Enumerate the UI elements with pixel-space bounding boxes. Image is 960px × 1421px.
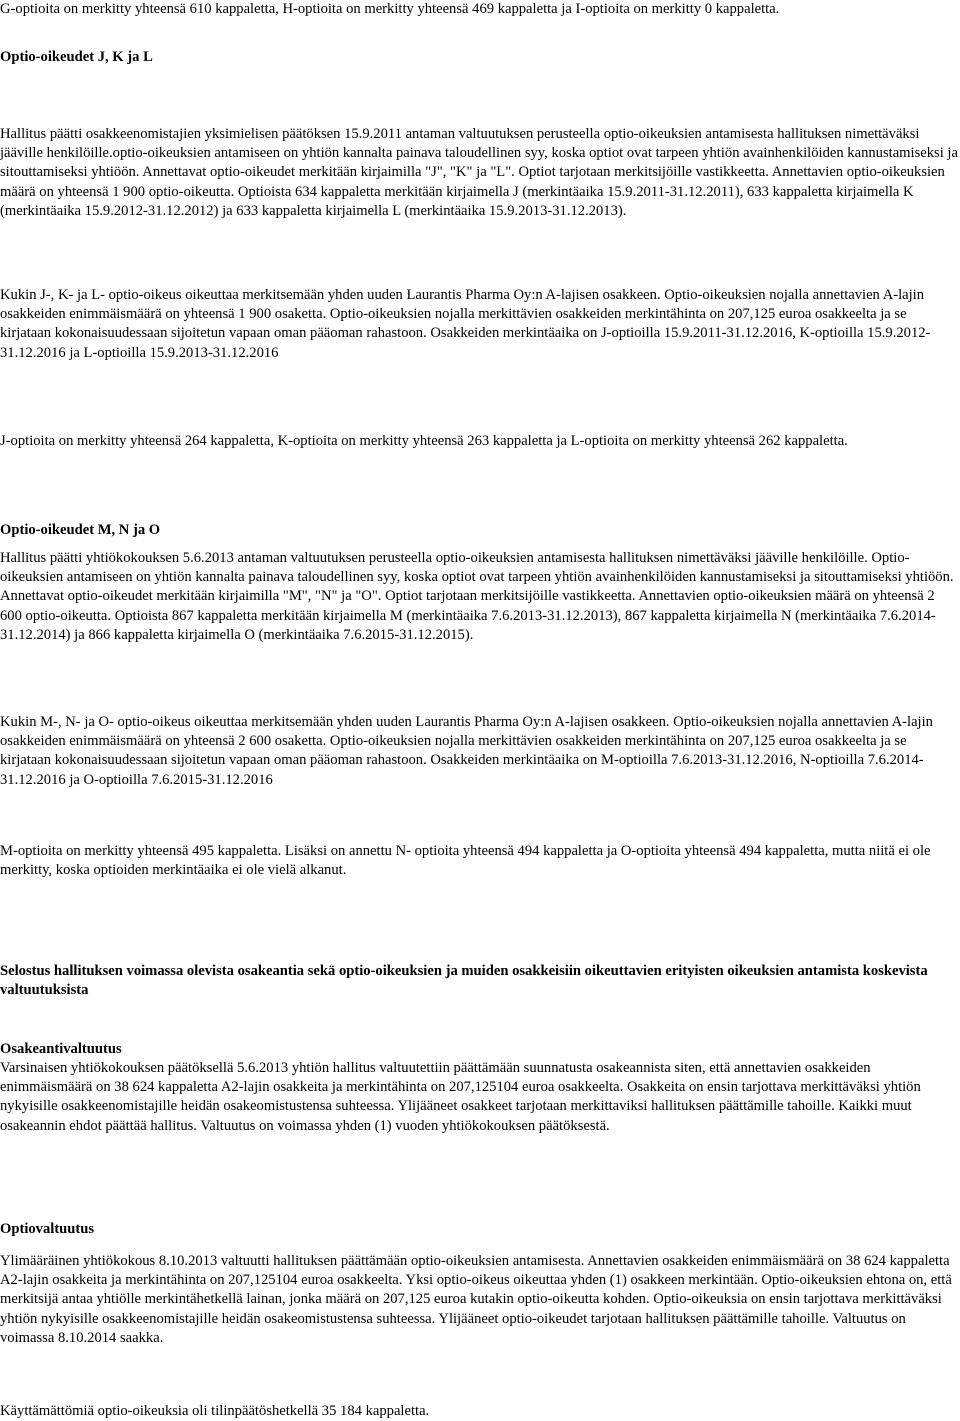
paragraph-mno-subscribed: M-optioita on merkitty yhteensä 495 kappaletta. Lisäksi on annettu N- optioita yhteensä 494 kappaletta ja O-optioita yhteensä 494 kappaletta, mutta niitä ei ole merkitty, koska optioiden merkintäaika ei ole vielä alkanut. (0, 843, 931, 879)
paragraph-jkl-subscribed: J-optioita on merkitty yhteensä 264 kappaletta, K-optioita on merkitty yhteensä 263 kappaletta ja L-optioita on merkitty yhteensä 262 kappaletta. (0, 433, 848, 449)
heading-authorizations-report: Selostus hallituksen voimassa olevista osakeantia sekä optio-oikeuksien ja muiden osakkeisiin oikeuttavien erityisten oikeuksien antamista koskevista valtuutuksista (0, 963, 928, 999)
heading-share-issue-authorization: Osakeantivaltuutus (0, 1041, 122, 1057)
paragraph-mno-terms: Kukin M-, N- ja O- optio-oikeus oikeuttaa merkitsemään yhden uuden Laurantis Pharma Oy:n A-lajisen osakkeen. Optio-oikeuksien nojalla annettavien A-lajin osakkeiden enimmäismäärä on yhteensä 2 600 osaketta. Optio-oikeuksien nojalla merkittävien osakkeiden merkintähinta on 207,125 euroa osakkeelta ja se kirjataan kokonaisuudessaan sijoitetun vapaan oman pääoman rahastoon. Osakkeiden merkintäaika on M-optioilla 7.6.2013-31.12.2016, N-optioilla 7.6.2014-31.12.2016 ja O-optioilla 7.6.2015-31.12.2016 (0, 714, 933, 788)
heading-options-jkl: Optio-oikeudet J, K ja L (0, 49, 153, 65)
paragraph-share-issue-authorization: Varsinaisen yhtiökokouksen päätöksellä 5.6.2013 yhtiön hallitus valtuutettiin päättämään suunnatusta osakeannista siten, että annettavien osakkeiden enimmäismäärä on 38 624 kappaletta A2-lajin osakkeita ja merkintähinta on 207,125104 euroa osakkeelta. Osakkeita on ensin tarjottava merkittäväksi yhtiön nykyisille osakkeenomistajille heidän osakeomistustensa suhteessa. Ylijääneet osakkeet tarjotaan merkittaviksi hallituksen päättämille tahoille. Kaikki muut osakeannin ehdot päättää hallitus. Valtuutus on voimassa yhden (1) vuoden yhtiökokouksen päätöksestä. (0, 1060, 921, 1134)
paragraph-option-authorization: Ylimääräinen yhtiökokous 8.10.2013 valtuutti hallituksen päättämään optio-oikeuksien antamisesta. Annettavien osakkeiden enimmäismäärä on 38 624 kappaletta A2-lajin osakkeita ja merkintähinta on 207,125104 euroa osakkeelta. Yksi optio-oikeus oikeuttaa yhden (1) osakkeen merkintään. Optio-oikeuksien ehtona on, että merkitsijä antaa yhtiölle merkintähetkellä lainan, jonka määrä on 207,125 euroa kutakin optio-oikeutta kohden. Optio-oikeuksia on ensin tarjottava merkittäväksi yhtiön nykyisille osakkeenomistajille heidän osakeomistustensa suhteessa. Ylijääneet optio-oikeudet tarjotaan hallituksen päättämille tahoille. Valtuutus on voimassa 8.10.2014 saakka. (0, 1253, 952, 1346)
heading-options-mno: Optio-oikeudet M, N ja O (0, 522, 161, 538)
paragraph-gho-subscribed: G-optioita on merkitty yhteensä 610 kappaletta, H-optioita on merkitty yhteensä 469 kappaletta ja I-optioita on merkitty 0 kappaletta. (0, 1, 780, 17)
paragraph-unused-options: Käyttämättömiä optio-oikeuksia oli tilinpäätöshetkellä 35 184 kappaletta. (0, 1403, 430, 1419)
paragraph-jkl-issuance: Hallitus päätti osakkeenomistajien yksimielisen päätöksen 15.9.2011 antaman valtuutuksen perusteella optio-oikeuksien antamisesta hallituksen nimettäväksi jääville henkilöille.optio-oikeuksien antamiseen on yhtiön kannalta painava taloudellinen syy, koska optiot ovat tarpeen yhtiön avainhenkilöiden kannustamiseksi ja sitouttamiseksi yhtiöön. Annettavat optio-oikeudet merkitään kirjaimilla "J", "K" ja "L". Optiot tarjotaan merkitsijöille vastikkeetta. Annettavien optio-oikeuksien määrä on yhteensä 1 900 optio-oikeutta. Optioista 634 kappaletta merkitään kirjaimella J (merkintäaika 15.9.2011-31.12.2011), 633 kappaletta kirjaimella K (merkintäaika 15.9.2012-31.12.2012) ja 633 kappaletta kirjaimella L (merkintäaika 15.9.2013-31.12.2013). (0, 126, 958, 219)
paragraph-mno-issuance: Hallitus päätti yhtiökokouksen 5.6.2013 antaman valtuutuksen perusteella optio-oikeuksien antamisesta hallituksen nimettäväksi jääville henkilöille. Optio-oikeuksien antamiseen on yhtiön kannalta painava taloudellinen syy, koska optiot ovat tarpeen yhtiön avainhenkilöiden kannustamiseksi ja sitouttamiseksi yhtiöön. Annettavat optio-oikeudet merkitään kirjaimilla "M", "N" ja "O". Optiot tarjotaan merkitsijöille vastikkeetta. Annettavien optio-oikeuksien määrä on yhteensä 2 600 optio-oikeutta. Optioista 867 kappaletta merkitään kirjaimella M (merkintäaika 7.6.2013-31.12.2013), 867 kappaletta kirjaimella N (merkintäaika 7.6.2014-31.12.2014) ja 866 kappaletta kirjaimella O (merkintäaika 7.6.2015-31.12.2015). (0, 550, 954, 643)
heading-option-authorization: Optiovaltuutus (0, 1221, 95, 1237)
paragraph-jkl-terms: Kukin J-, K- ja L- optio-oikeus oikeuttaa merkitsemään yhden uuden Laurantis Pharma Oy:n A-lajisen osakkeen. Optio-oikeuksien nojalla annettavien A-lajin osakkeiden enimmäismäärä on yhteensä 1 900 osaketta. Optio-oikeuksien nojalla merkittävien osakkeiden merkintähinta on 207,125 euroa osakkeelta ja se kirjataan kokonaisuudessaan sijoitetun vapaan oman pääoman rahastoon. Osakkeiden merkintäaika on J-optioilla 15.9.2011-31.12.2016, K-optioilla 15.9.2012-31.12.2016 ja L-optioilla 15.9.2013-31.12.2016 (0, 287, 931, 361)
